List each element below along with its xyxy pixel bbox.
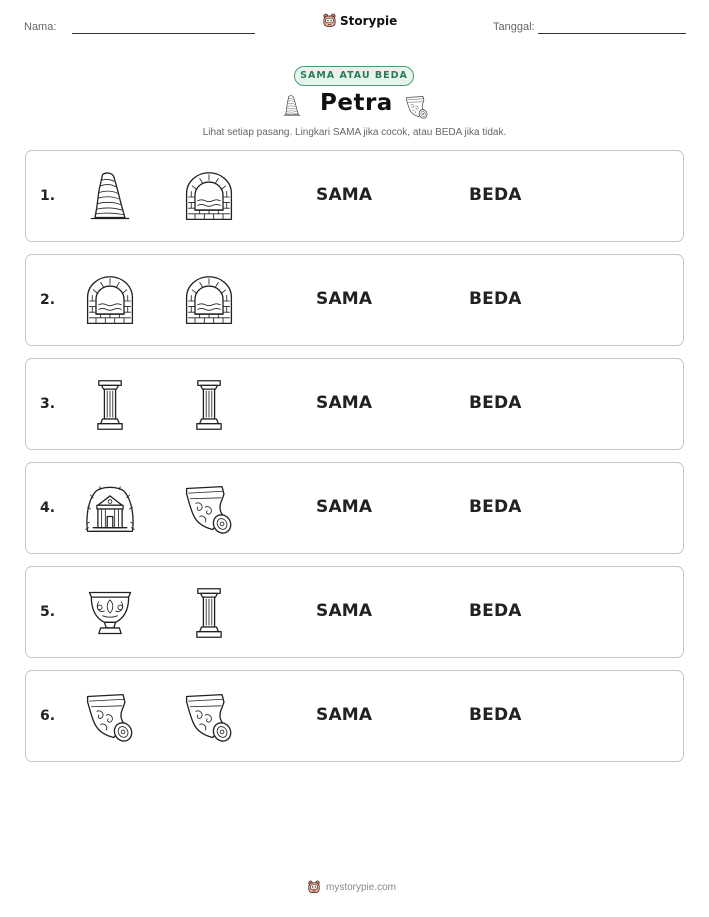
date-line[interactable] — [538, 33, 686, 34]
different-option[interactable]: BEDA — [469, 393, 522, 413]
question-row — [25, 254, 684, 346]
different-option[interactable]: BEDA — [469, 289, 522, 309]
different-option[interactable]: BEDA — [469, 705, 522, 725]
title-row — [280, 90, 432, 122]
same-option[interactable]: SAMA — [316, 705, 373, 725]
footer-url[interactable]: mystorypie.com — [326, 881, 397, 893]
question-row — [25, 358, 684, 450]
rock-icon — [82, 169, 138, 225]
arch-well-icon — [181, 273, 237, 329]
question-number: 4. — [40, 500, 56, 516]
capital-scroll-icon — [404, 94, 430, 120]
same-option[interactable]: SAMA — [316, 497, 373, 517]
mascot-icon — [322, 13, 337, 28]
question-number: 5. — [40, 604, 56, 620]
question-row — [25, 566, 684, 658]
different-option[interactable]: BEDA — [469, 185, 522, 205]
footer — [307, 880, 396, 894]
page-title: Petra — [320, 90, 393, 116]
arch-well-icon — [82, 273, 138, 329]
different-option[interactable]: BEDA — [469, 497, 522, 517]
mascot-icon — [307, 880, 321, 894]
storypie-logo — [322, 13, 397, 28]
category-badge: SAMA ATAU BEDA — [294, 66, 414, 86]
same-option[interactable]: SAMA — [316, 393, 373, 413]
rock-icon — [280, 90, 304, 122]
instructions: Lihat setiap pasang. Lingkari SAMA jika cocok, atau BEDA jika tidak. — [202, 127, 507, 138]
question-number: 3. — [40, 396, 56, 412]
question-number: 2. — [40, 292, 56, 308]
question-row — [25, 150, 684, 242]
name-label: Nama: — [24, 21, 57, 33]
urn-icon — [82, 585, 138, 641]
same-option[interactable]: SAMA — [316, 289, 373, 309]
different-option[interactable]: BEDA — [469, 601, 522, 621]
column-icon — [82, 377, 138, 433]
question-row — [25, 670, 684, 762]
column-icon — [181, 377, 237, 433]
same-option[interactable]: SAMA — [316, 601, 373, 621]
capital-scroll-icon — [181, 689, 237, 745]
arch-well-icon — [181, 169, 237, 225]
name-line[interactable] — [72, 33, 255, 34]
same-option[interactable]: SAMA — [316, 185, 373, 205]
question-number: 1. — [40, 188, 56, 204]
capital-scroll-icon — [82, 689, 138, 745]
question-number: 6. — [40, 708, 56, 724]
date-label: Tanggal: — [493, 21, 535, 33]
capital-scroll-icon — [181, 481, 237, 537]
treasury-facade-icon — [82, 481, 138, 537]
column-icon — [181, 585, 237, 641]
question-row — [25, 462, 684, 554]
logo-text: Storypie — [340, 13, 398, 28]
